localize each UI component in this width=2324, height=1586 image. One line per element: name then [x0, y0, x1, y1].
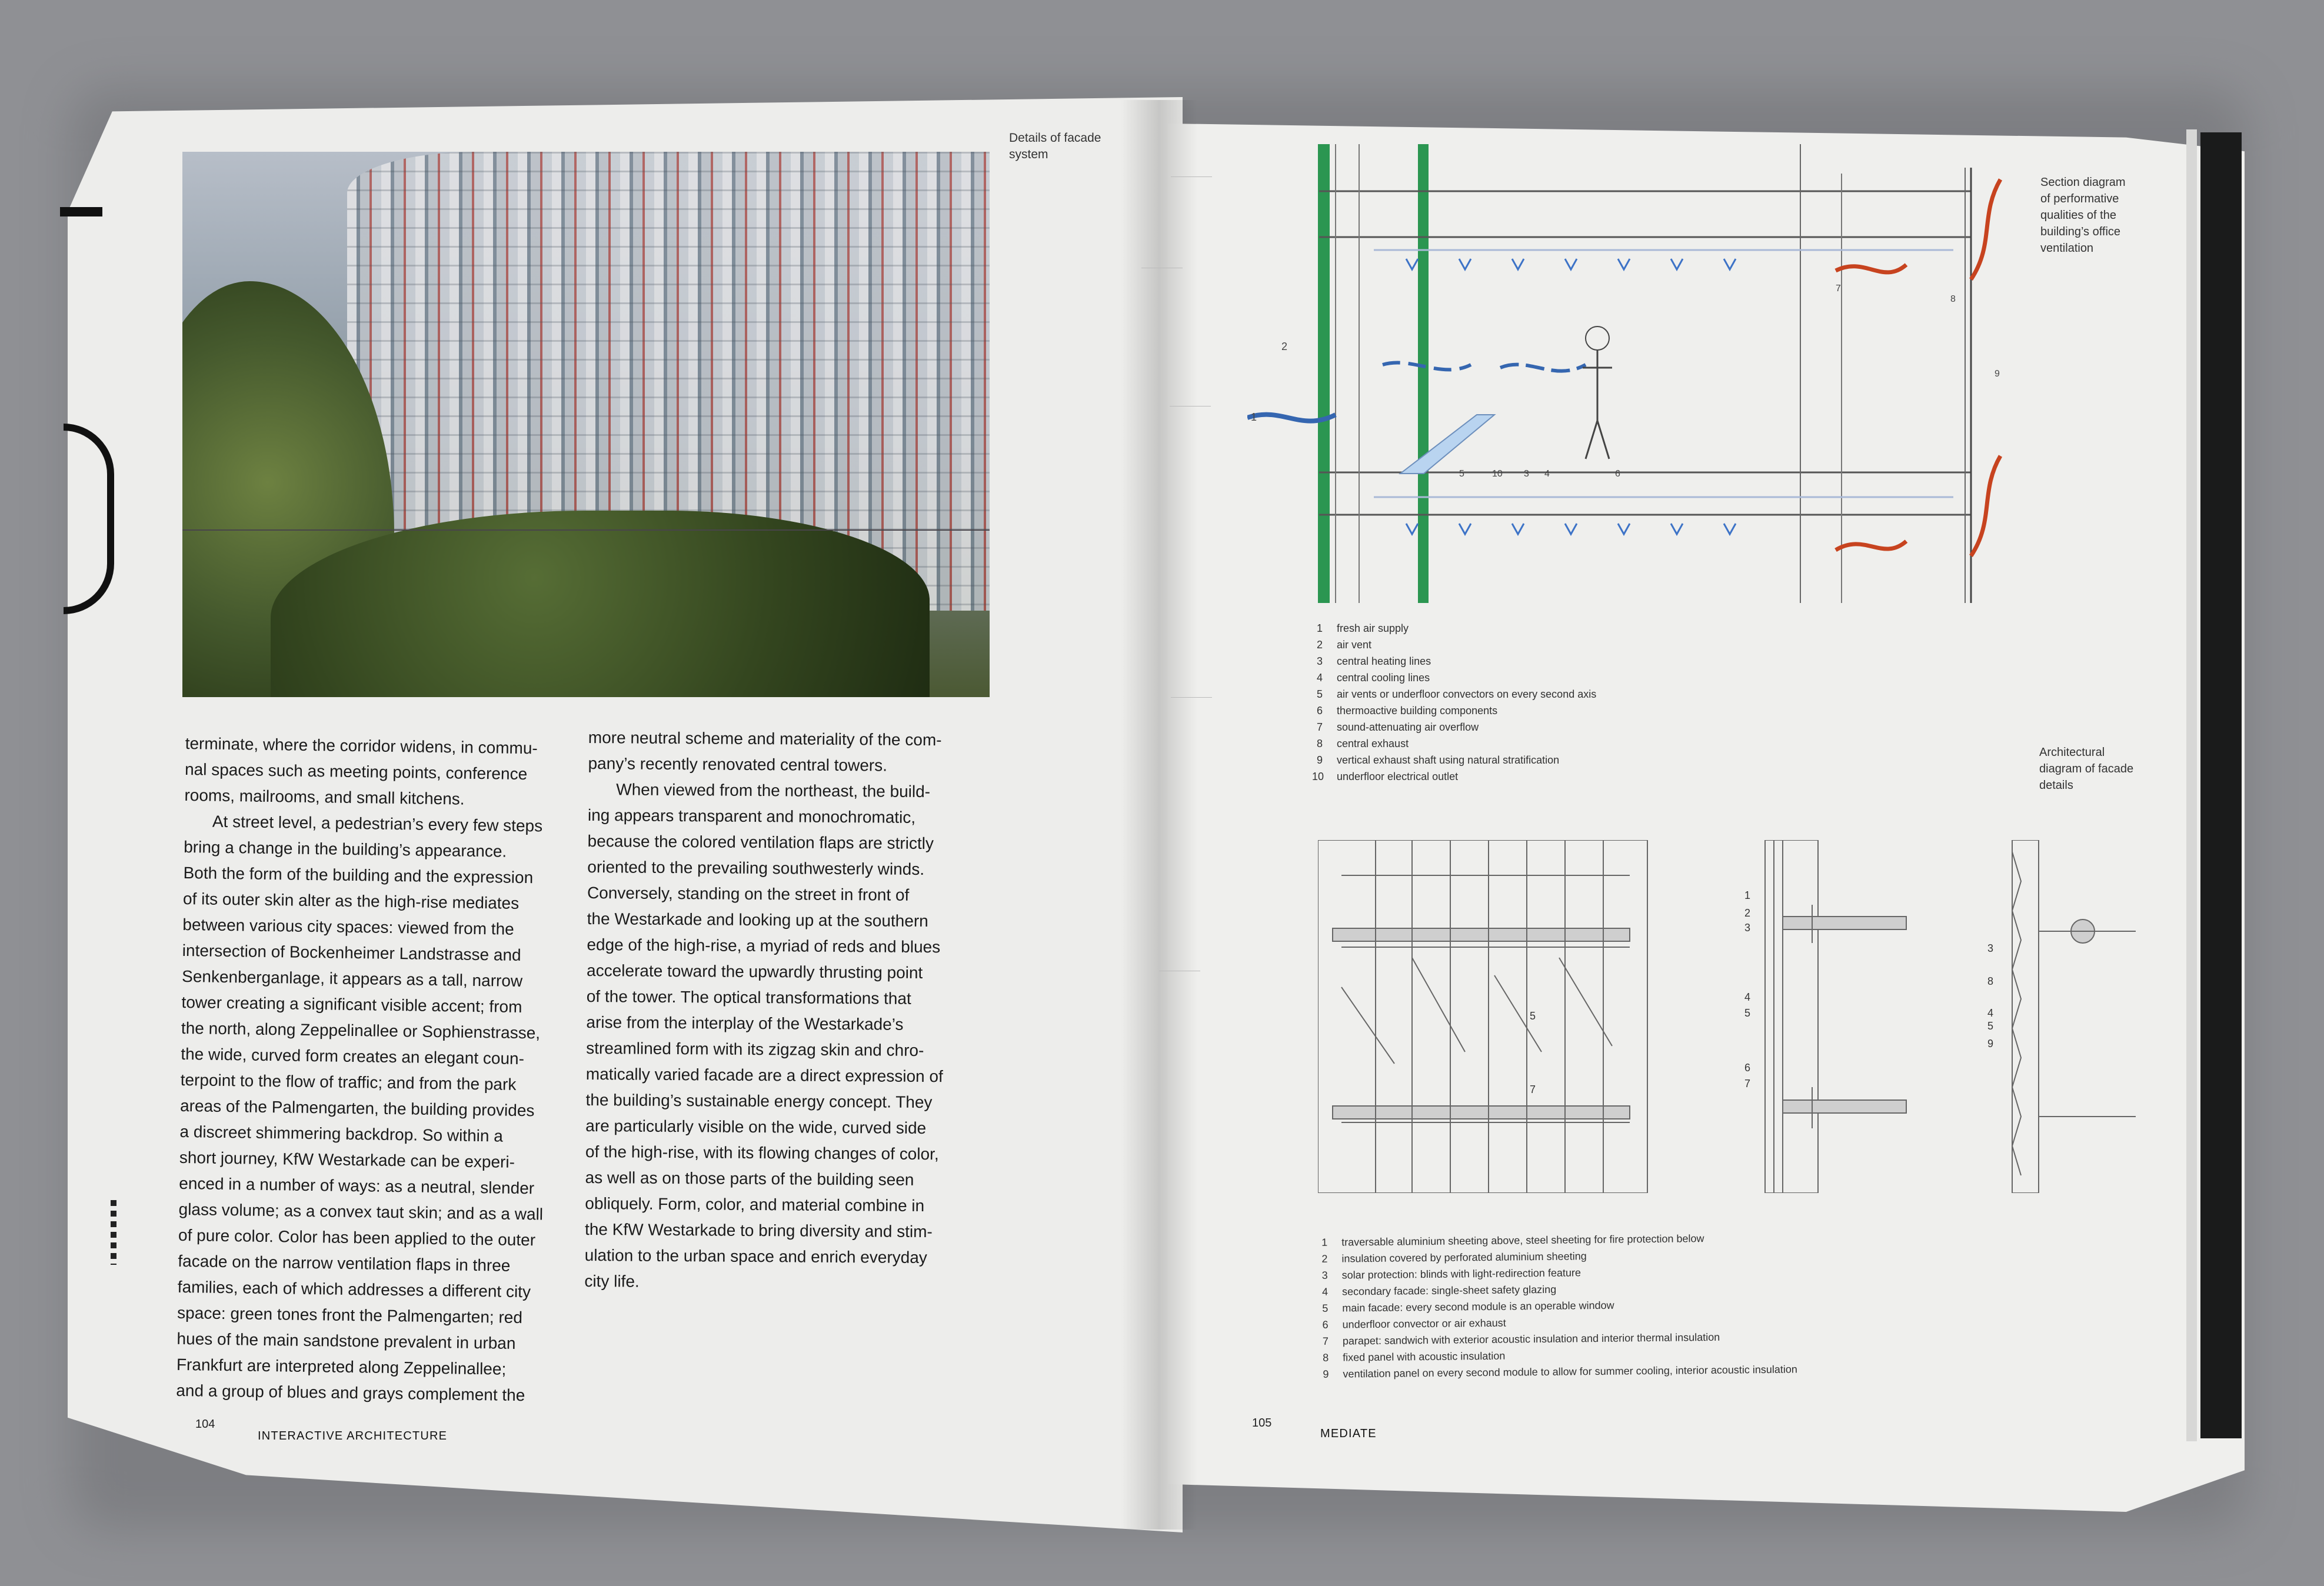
right-running-head: MEDIATE — [1320, 1427, 1377, 1440]
legend-bottom-row: 5 main facade: every second module is an operable window — [1322, 1299, 1614, 1314]
section-label: 9 — [1995, 369, 2000, 379]
detail-label: 4 — [1744, 991, 1751, 1003]
page-edge-highlight — [2186, 129, 2197, 1441]
section-label: 3 — [1524, 469, 1529, 479]
section-label: 8 — [1950, 294, 1956, 304]
page-edge-dark — [2200, 132, 2242, 1438]
detail-label: 5 — [1530, 1010, 1536, 1022]
facade-photo — [182, 152, 990, 697]
legend-top-row: 4 central cooling lines — [1316, 672, 1430, 684]
detail-label: 8 — [1987, 975, 1994, 987]
legend-top-row: 9 vertical exhaust shaft using natural stratification — [1316, 754, 1560, 766]
legend-top-row: 1 fresh air supply — [1316, 622, 1409, 634]
legend-top-row: 5 air vents or underfloor convectors on every second axis — [1316, 688, 1597, 700]
detail-label: 7 — [1744, 1078, 1751, 1089]
detail-label: 9 — [1987, 1038, 1994, 1049]
left-thumb-arc — [64, 424, 114, 614]
left-col1-para-2: At street level, a pedestrian’s every few steps bring a change in the building’s appearance. Both the form of the building and the expression of its outer skin alter as the high-rise mediates between various city spaces: viewed from the intersection of Bockenheimer Landstrasse and Senkenberganlage, it appears as a tall, narrow tower creating a significant visible accent; from the north, along Zeppelinallee or Sophienstrasse, the wide, curved form creates an elegant coun- terpoint to the flow of traffic; and from the park areas of the Palmengarten, the building provides a discreet shimmering backdrop. So within a short journey, KfW Westarkade can be experi- enced in a number of ways: as a neutral, slender glass volume; as a convex taut skin; and as a wall of pure color. Color has been applied to the outer facade on the narrow ventilation flaps in three families, each of which addresses a different city space: green tones front the Palmengarten; red hues of the main sandstone prevalent in urban Frankfurt are interpreted along Zeppelinallee; and a group of blues and grays complement the — [176, 812, 544, 1405]
legend-top-row: 3 central heating lines — [1316, 655, 1431, 667]
legend-bottom-row: 1 traversable aluminium sheeting above, steel sheeting for fire protection below — [1321, 1232, 1704, 1248]
legend-bottom-row: 9 ventilation panel on every second module to allow for summer cooling, interior acoustic insulation — [1323, 1363, 1797, 1380]
section-label: 10 — [1492, 469, 1503, 479]
detail-label: 2 — [1744, 907, 1751, 919]
detail-label: 1 — [1744, 889, 1751, 901]
book-gutter — [1121, 100, 1197, 1530]
legend-bottom-row: 4 secondary facade: single-sheet safety glazing — [1321, 1283, 1557, 1298]
legend-bottom-row: 2 insulation covered by perforated aluminium sheeting — [1321, 1250, 1587, 1265]
legend-bottom-row: 7 parapet: sandwich with exterior acoustic insulation and interior thermal insulation — [1322, 1331, 1720, 1347]
right-page-number: 105 — [1252, 1417, 1272, 1430]
legend-top-row: 7 sound-attenuating air overflow — [1316, 721, 1479, 733]
legend-top-row: 6 thermoactive building components — [1316, 705, 1498, 717]
detail-label: 5 — [1744, 1007, 1751, 1019]
left-col2-para-2: When viewed from the northeast, the build- ing appears transparent and monochromatic, because the colored ventilation flaps are strictly oriented to the prevailing southwesterly winds. Conversely, standing on the street in front of the Westarkade and looking up at the southern edge of the high-rise, a myriad of reds and blues accelerate toward the upwardly thrusting point of the tower. The optical transformations that arise from the interplay of the Westarkade’s streamlined form with its zigzag skin and chro- matically varied facade are a direct expression of the building’s sustainable energy concept. They are particularly visible on the wide, curved side of the high-rise, with its flowing changes of color, as well as on those parts of the building seen obliquely. Form, color, and material combine in the KfW Westarkade to bring diversity and stim- ulation to the urban space and enrich everyday city life. — [584, 780, 943, 1291]
cable-line — [182, 529, 990, 531]
section-label: 7 — [1836, 284, 1841, 294]
section-label: 5 — [1459, 469, 1464, 479]
section-label: 2 — [1281, 341, 1288, 352]
legend-bottom-row: 6 underfloor convector or air exhaust — [1322, 1317, 1506, 1331]
detail-label: 3 — [1987, 942, 1994, 954]
detail-legend — [1317, 1228, 1936, 1382]
detail-label: 4 — [1987, 1007, 1994, 1019]
section-diagram — [1247, 138, 2042, 615]
left-column-2 — [584, 725, 994, 1297]
detail-label: 5 — [1987, 1020, 1994, 1032]
left-edge-marks — [111, 1200, 116, 1265]
section-caption: Section diagram of performative qualities of the building’s office ventilation — [2040, 176, 2126, 255]
left-running-head: INTERACTIVE ARCHITECTURE — [258, 1430, 448, 1442]
legend-top-row: 8 central exhaust — [1316, 738, 1409, 749]
detail-label: 6 — [1744, 1062, 1751, 1074]
legend-top-row: 10 underfloor electrical outlet — [1312, 771, 1459, 782]
left-col1-para-1: terminate, where the corridor widens, in commu- nal spaces such as meeting points, conference rooms, mailrooms, and small kitchens. — [184, 734, 538, 808]
detail-diagrams — [1318, 840, 2142, 1193]
section-label: 1 — [1251, 411, 1257, 423]
left-col2-para-1: more neutral scheme and materiality of the com- pany’s recently renovated central towers. — [588, 728, 942, 775]
legend-top-row: 2 air vent — [1316, 639, 1372, 651]
left-column-1 — [176, 731, 568, 1409]
detail-label: 7 — [1530, 1084, 1536, 1095]
left-page-number: 104 — [195, 1418, 215, 1431]
detail-label: 3 — [1744, 922, 1751, 934]
section-legend — [1312, 620, 1759, 785]
legend-bottom-row: 3 solar protection: blinds with light-redirection feature — [1321, 1267, 1581, 1281]
left-caption: Details of facade system — [1009, 131, 1101, 161]
legend-bottom-row: 8 fixed panel with acoustic insulation — [1323, 1350, 1506, 1364]
section-label: 4 — [1544, 469, 1550, 479]
detail-caption: Architectural diagram of facade details — [2039, 746, 2134, 792]
left-thumb-mark — [60, 207, 102, 216]
section-label: 6 — [1615, 469, 1620, 479]
